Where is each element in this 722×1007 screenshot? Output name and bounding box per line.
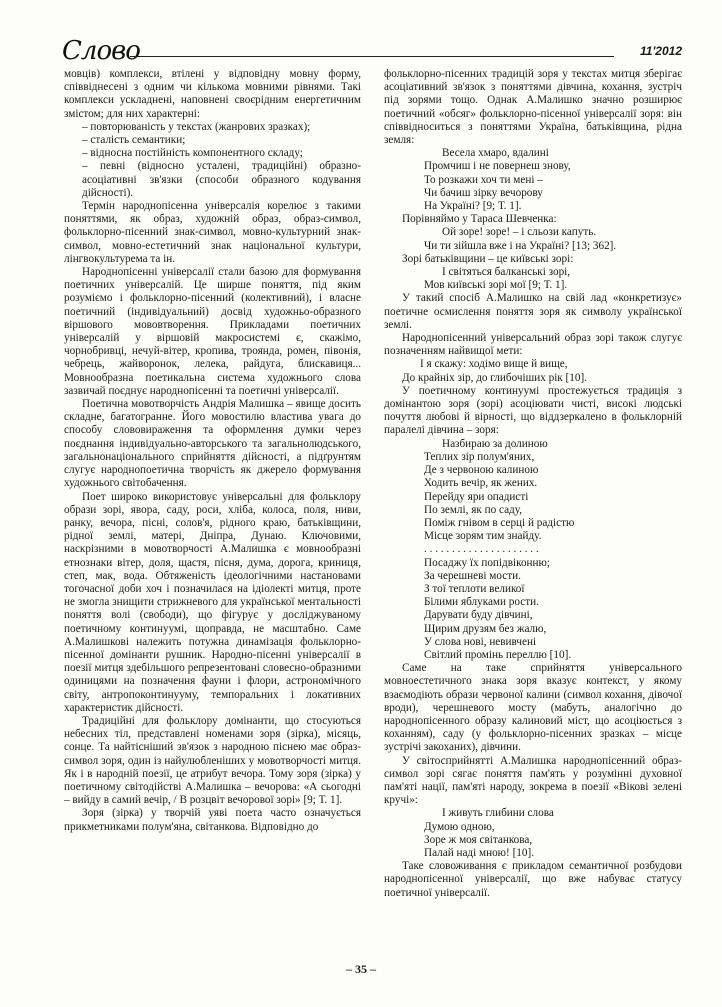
poem-quote: І живуть глибини слова Думою одною, Зоре ж моя світанкова, Палай наді мною! [10]. (424, 807, 554, 859)
poem-quote: І я скажу: ходімо вище й вище, До крайніх зір, до глибочіших рік [10]. (402, 358, 587, 384)
paragraph: Таке словоживання є прикладом семантичної розбудови народнопісенної універсалії, що вже набуває статусу поетичної універсалії. (384, 860, 682, 899)
poem-quote: І світяться балканські зорі, Мов київські зорі мої [9; Т. 1]. (424, 266, 571, 292)
list-item: – сталість семантики; (82, 134, 186, 147)
paragraph: Зорі батьківщини – це київські зорі: (402, 252, 574, 265)
page-header (62, 36, 682, 70)
paragraph: Саме на таке сприйняття універсального мовноестетичного знака зоря вказує контекст, у якому взаємодіють образи червоної калини (символ кохання, дівочої вроди), черешневого мосту (мабуть, аналогічно до народнопісенного образу калиновий міст, що асоціюється з коханням), саду (у фольклорно-пісенних зразках – місце зустрічі закоханих), дівчини. (384, 662, 682, 754)
paragraph: Поетична мовотворчість Андрія Малишка – явище досить складне, багатогранне. Його мовостилю властива увага до способу слововираження та оформлення думки через поєднання індивідуально-авторського та загальнолюдського, загальнонаціонального сприйняття дійсності, а підґрунтям слугує народнопоетична творчість як джерело формування художнього світобачення. (64, 398, 361, 490)
page-number: – 35 – (346, 962, 376, 976)
paragraph: Народнопісенні універсалії стали базою для формування поетичних універсалій. Це ширше поняття, під яким розуміємо і фольклорно-пісенний (колективний), і власне поетичний (індивідуальний) досвід художньо-образного віршового мововтворення. Прикладами поетичних універсалій у віршовій макросистемі є, скажімо, чорнобривці, нечуй-вітер, кропива, троянда, ромен, півонія, чебрець, жайворонок, лелека, райдуга, блискавиця... Мовнообразна поетикальна система художнього слова зазвичай поєднує народнопісенні та поетичні універсалії. (64, 266, 361, 397)
paragraph: мовців) комплекси, втілені у відповідну мовну форму, співвіднесені з одним чи кількома мовними рівнями. Такі комплекси ускладнені, наповнені своєрідним енергетичним змістом; для них характерні: (64, 68, 361, 120)
paragraph: Термін народнопісенна універсалія корелює з такими поняттями, як образ, художній образ, образ-символ, фольклорно-пісенний знак-символ, мовно-культурний знак-символ, мовно-естетичний знак національної культури, лінгвокультурема та ін. (64, 200, 361, 265)
paragraph: фольклорно-пісенних традицій зоря у текстах митця зберігає асоціативний зв'язок з поняттями дівчина, кохання, зустріч під зорями тощо. Однак А.Малишко значно розширює поетичний «обсяг» фольклорно-пісенної універсалії зоря: він співвідноситься з поняттями Україна, батьківщина, рідна земля: (384, 68, 682, 147)
poem-quote: Ой зоре! зоре! – і сльози капуть. Чи ти зійшла вже і на Україні? [13; 362]. (424, 226, 617, 252)
list-item: – певні (відносно усталені, традиційні) образно-асоціативні зв'язки (способи образного кодування дійсності). (82, 160, 361, 199)
paragraph: У поетичному континуумі простежується традиція з домінантою зоря (зорі) асоціювати чисті, високі людські почуття любові й вірності, що віддзеркалено в фольклорній паралелі дівчина – зоря: (384, 384, 682, 437)
paragraph: Порівняймо у Тараса Шевченка: (402, 213, 557, 226)
poem-quote: Весела хмаро, вдалині Промчиш і не повернеш знову, То розкажи хоч ти мені – Чи бачиш зірку вечорову На Україні? [9; Т. 1]. (424, 147, 571, 213)
paragraph: Поет широко використовує універсальні для фольклору образи зорі, явора, саду, роси, хліба, колоса, поля, ниви, ранку, вечора, пісні, солов'я, рідного краю, батьківщини, рідної землі, матері, Дніпра, Дунаю. Ключовими, наскрізними в мовотворчості А.Малишка є мовнообразні етнознаки вітер, доля, щастя, пісня, дума, дорога, криниця, степ, мак, вода. Обтяженість ідеологічними настановами тогочасної доби хоч і позначилася на ідіолекті митця, проте не змогла знищити стрижневого для української ментальності поняття волі (свободи), що фігурує у досліджуваному поетичному континуумі, щоправда, не масштабно. Саме А.Малишкові належить потужна динамізація фольклорно-пісенної домінанти рушник. Народно-пісенні універсалії в поезії митця здебільшого репрезентовані словесно-образними одиницями на позначення фауни і флори, астрономічного світу, антропоконтинууму, темпоральних і локативних характеристик дійсності. (64, 490, 361, 714)
list-item: – повторюваність у текстах (жанрових зразках); (82, 120, 311, 133)
paragraph: Народнопісенний універсальний образ зорі також слугує позначенням найвищої мети: (384, 332, 682, 358)
paragraph: У такий спосіб А.Малишко на свій лад «конкретизує» поетичне осмислення поняття зоря як символу української землі. (384, 292, 682, 331)
paragraph: Традиційні для фольклору домінанти, що стосуються небесних тіл, представлені номенами зоря (зірка), місяць, сонце. Та найтісніший зв'язок з народною піснею має образ-символ зоря, один із найулюбленіших у мовотворчості митця. Як і в народній поезії, це атрибут вечора. Тому зоря (зірка) у поетичному світодійстві А.Малишка – вечорова: «А сьогодні – вийду в самий вечір, / В розцвіт вечорової зорі» [9; Т. 1]. (64, 714, 361, 807)
paragraph: У світосприйнятті А.Малишка народнопісенний образ-символ зорі сягає поняття пам'ять у розумінні духовної пам'яті нації, пам'яті народу, зокрема в поезії «Вікові зелені кручі»: (384, 754, 682, 807)
paragraph: Зоря (зірка) у творчій уяві поета часто означується прикметниками полум'яна, світанкова. Відповідно до (64, 807, 361, 833)
list-item: – відносна постійність компонентного складу; (82, 147, 303, 160)
poem-quote: Назбираю за долиною Теплих зір полум'яних, Де з червоною калиною Ходить вечір, як жених. Перейду яри опадисті По землі, як по саду, Поміж гнівом в серці й радістю Місце зорям тим знайду. . . . . . . . . . . . . . . . . . . . . . Посаджу їх попідвіконню; За черешневі мости. З тої теплоти великої Білими яблуками рости. Дарувати буду дівчині, Щирим друзям без жалю, У слова нові, невивчені Світлий промінь переллю [10]. (424, 437, 575, 661)
header-rule (130, 56, 614, 57)
left-column (64, 68, 361, 834)
right-column (384, 68, 682, 900)
journal-logo: Cлово (62, 36, 140, 66)
issue-number: 11'2012 (639, 44, 682, 58)
